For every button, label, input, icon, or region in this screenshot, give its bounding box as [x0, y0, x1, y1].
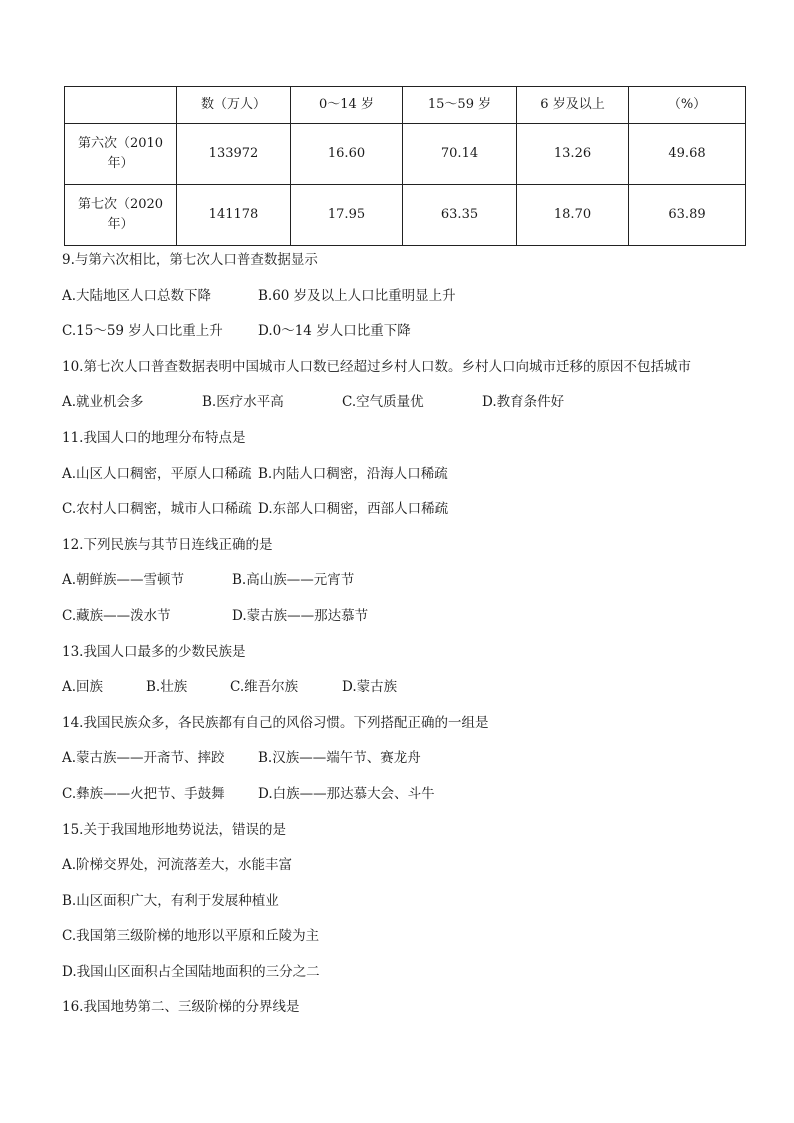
- table-cell: 16.60: [291, 124, 403, 185]
- option-line: [62, 499, 752, 535]
- question-stem: 15.关于我国地形地势说法，错误的是: [62, 821, 286, 838]
- question-stem: 12.下列民族与其节日连线正确的是: [62, 536, 273, 553]
- table-header-cell: [65, 87, 177, 124]
- question-stem: 9.与第六次相比，第七次人口普查数据显示: [62, 252, 318, 268]
- question-stem: 14.我国民族众多，各民族都有自己的风俗习惯。下列搭配正确的一组是: [62, 714, 489, 731]
- table-cell: 133972: [177, 124, 291, 185]
- table-header-row: [65, 87, 746, 124]
- table-header-cell: 0～14 岁: [291, 87, 403, 124]
- table-header-cell: 15～59 岁: [403, 87, 517, 124]
- table-cell: 141178: [177, 185, 291, 246]
- option-line: [62, 962, 752, 998]
- table-cell: 18.70: [517, 185, 629, 246]
- question-stem: 13.我国人口最多的少数民族是: [62, 643, 246, 660]
- answer-option[interactable]: A.就业机会多: [62, 394, 144, 411]
- table-header-cell: 6 岁及以上: [517, 87, 629, 124]
- answer-option[interactable]: D.我国山区面积占全国陆地面积的三分之二: [62, 963, 320, 980]
- option-line: [62, 464, 752, 500]
- answer-option[interactable]: D.蒙古族: [342, 679, 398, 696]
- option-line: [62, 677, 752, 713]
- question-stem: 16.我国地势第二、三级阶梯的分界线是: [62, 999, 300, 1016]
- answer-option[interactable]: B.汉族——端午节、赛龙舟: [258, 750, 421, 767]
- answer-option[interactable]: C.藏族——泼水节: [62, 607, 171, 624]
- table-cell: 49.68: [629, 124, 746, 185]
- answer-option[interactable]: C.维吾尔族: [230, 679, 299, 696]
- question-list: [62, 250, 752, 1033]
- answer-option[interactable]: A.回族: [62, 679, 104, 696]
- census-table: [64, 86, 746, 246]
- option-line: [62, 748, 752, 784]
- answer-option[interactable]: D.0～14 岁人口比重下降: [258, 323, 411, 340]
- option-line: [62, 321, 752, 357]
- answer-option[interactable]: A.阶梯交界处，河流落差大，水能丰富: [62, 857, 293, 874]
- answer-option[interactable]: D.白族——那达慕大会、斗牛: [258, 785, 435, 802]
- option-line: [62, 784, 752, 820]
- question-stem: 10.第七次人口普查数据表明中国城市人口数已经超过乡村人口数。乡村人口向城市迁移的原因不包括城市: [62, 358, 691, 375]
- option-line: [62, 855, 752, 891]
- answer-option[interactable]: C.农村人口稠密，城市人口稀疏: [62, 501, 252, 518]
- answer-option[interactable]: A.朝鲜族——雪顿节: [62, 572, 185, 589]
- answer-option[interactable]: C.我国第三级阶梯的地形以平原和丘陵为主: [62, 928, 320, 945]
- answer-option[interactable]: A.山区人口稠密，平原人口稀疏: [62, 465, 252, 482]
- table-cell: 70.14: [403, 124, 517, 185]
- table-header-cell: （%）: [629, 87, 746, 124]
- answer-option[interactable]: B.山区面积广大，有利于发展种植业: [62, 892, 279, 909]
- answer-option[interactable]: C.15～59 岁人口比重上升: [62, 323, 223, 340]
- option-line: [62, 926, 752, 962]
- answer-option[interactable]: D.蒙古族——那达慕节: [232, 607, 369, 624]
- option-line: [62, 286, 752, 322]
- answer-option[interactable]: D.教育条件好: [482, 394, 565, 411]
- table-row: [65, 185, 746, 246]
- question-stem: 11.我国人口的地理分布特点是: [62, 429, 246, 446]
- answer-option[interactable]: B.60 岁及以上人口比重明显上升: [258, 287, 456, 304]
- answer-option[interactable]: B.高山族——元宵节: [232, 572, 355, 589]
- table-cell: 63.89: [629, 185, 746, 246]
- option-line: [62, 570, 752, 606]
- answer-option[interactable]: A.蒙古族——开斋节、摔跤: [62, 750, 225, 767]
- answer-option[interactable]: B.医疗水平高: [202, 394, 284, 411]
- answer-option[interactable]: D.东部人口稠密，西部人口稀疏: [258, 501, 449, 518]
- answer-option[interactable]: C.空气质量优: [342, 394, 424, 411]
- table-cell: 17.95: [291, 185, 403, 246]
- option-line: [62, 606, 752, 642]
- table-row: [65, 124, 746, 185]
- answer-option[interactable]: B.内陆人口稠密，沿海人口稀疏: [258, 465, 448, 482]
- option-line: [62, 891, 752, 927]
- table-cell: 63.35: [403, 185, 517, 246]
- answer-option[interactable]: C.彝族——火把节、手鼓舞: [62, 785, 225, 802]
- table-header-cell: 数（万人）: [177, 87, 291, 124]
- table-cell: 第七次（2020 年）: [65, 185, 177, 246]
- table-cell: 13.26: [517, 124, 629, 185]
- table-cell: 第六次（2010 年）: [65, 124, 177, 185]
- option-line: [62, 392, 752, 428]
- answer-option[interactable]: B.壮族: [146, 679, 188, 696]
- answer-option[interactable]: A.大陆地区人口总数下降: [62, 287, 212, 304]
